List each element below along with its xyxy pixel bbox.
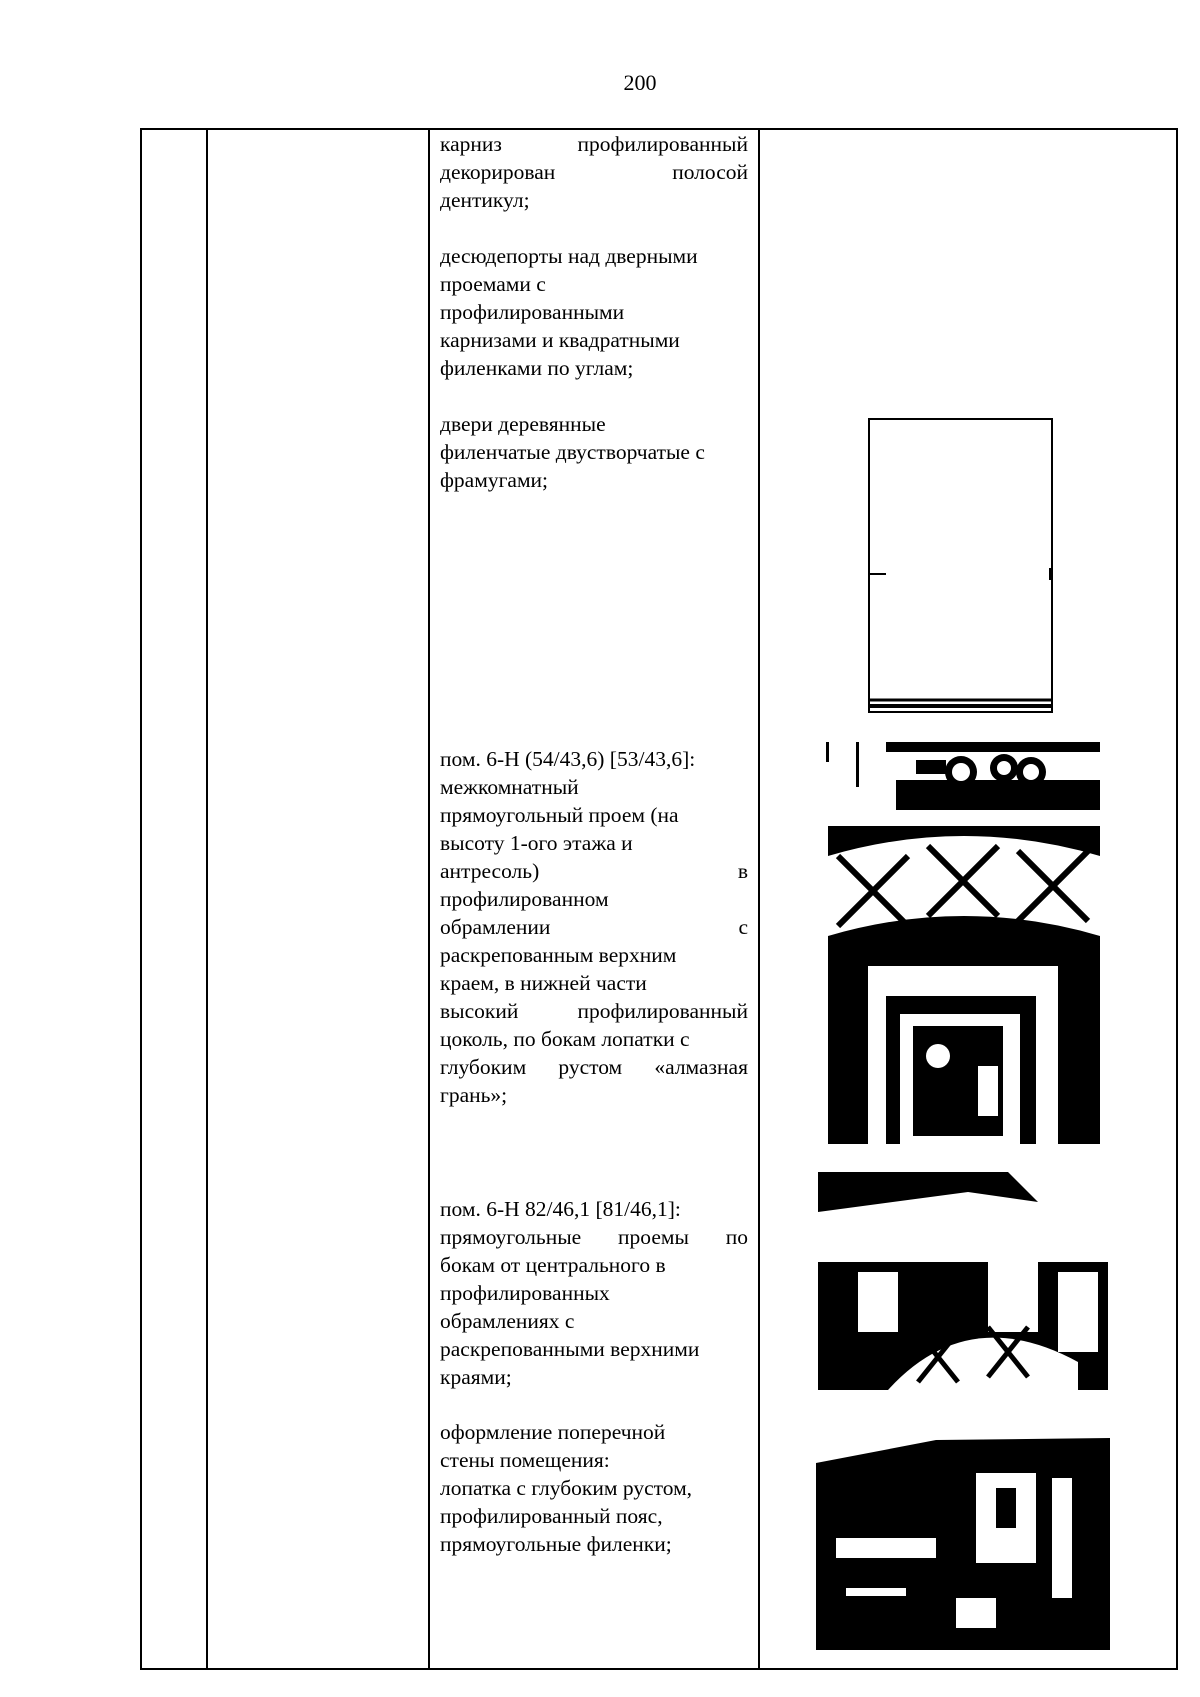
text-line: пом. 6-Н (54/43,6) [53/43,6]: [440, 747, 696, 771]
text-line: оформление поперечной [440, 1420, 666, 1444]
column-divider-2 [428, 128, 430, 1670]
text-line: профилированном [440, 887, 609, 911]
text-line: краем, в нижней части [440, 971, 647, 995]
text-line: раскрепованным верхним [440, 943, 677, 967]
entry-room-6n-54 [440, 745, 748, 1109]
text-line: профилированными [440, 300, 625, 324]
text-line: дентикул; [440, 188, 530, 212]
entry-cornice [440, 130, 748, 214]
text-line: прямоугольный проем (на [440, 803, 679, 827]
text-line: профилированный пояс, [440, 1504, 663, 1528]
text-line: декорирован полосой [440, 160, 748, 184]
text-line: межкомнатный [440, 775, 579, 799]
entry-room-6n-82 [440, 1195, 748, 1391]
table-border-right [1176, 128, 1178, 1670]
text-line: филенчатые двустворчатые с [440, 440, 705, 464]
entry-transverse-wall [440, 1418, 748, 1558]
photo-arched-doorway [828, 826, 1100, 1144]
table-border-left [140, 128, 142, 1670]
text-line: прямоугольные филенки; [440, 1532, 672, 1556]
table-border-bottom [140, 1668, 1178, 1670]
text-line: обрамлениях с [440, 1309, 575, 1333]
page-number: 200 [623, 70, 657, 95]
entry-overdoors [440, 242, 748, 382]
text-line: карнизами и квадратными [440, 328, 680, 352]
text-line: профилированных [440, 1281, 610, 1305]
text-line: лопатка с глубоким рустом, [440, 1476, 693, 1500]
photo-side-openings [818, 1172, 1108, 1390]
text-line: высокий профилированный [440, 999, 748, 1023]
text-line: раскрепованными верхними [440, 1337, 700, 1361]
text-line: десюдепорты над дверными [440, 244, 698, 268]
text-line: антресоль) в [440, 859, 748, 883]
text-line: пом. 6-Н 82/46,1 [81/46,1]: [440, 1197, 681, 1221]
text-line: стены помещения: [440, 1448, 610, 1472]
text-line: грань»; [440, 1083, 508, 1107]
entry-doors [440, 410, 748, 494]
photo-ceiling-lamps [826, 742, 1100, 810]
text-line: цоколь, по бокам лопатки с [440, 1027, 690, 1051]
text-line: карниз профилированный [440, 132, 748, 156]
text-line: бокам от центрального в [440, 1253, 666, 1277]
text-line: глубоким рустом «алмазная [440, 1055, 748, 1079]
text-line: высоту 1-ого этажа и [440, 831, 633, 855]
text-line: филенками по углам; [440, 356, 634, 380]
photo-transverse-wall [816, 1418, 1110, 1650]
text-line: краями; [440, 1365, 512, 1389]
column-divider-1 [206, 128, 208, 1670]
photo-door-outline [868, 418, 1054, 714]
text-line: обрамлении с [440, 915, 748, 939]
text-line: прямоугольные проемы по [440, 1225, 748, 1249]
text-line: фрамугами; [440, 468, 549, 492]
text-line: проемами с [440, 272, 546, 296]
column-divider-3 [758, 128, 760, 1670]
text-line: двери деревянные [440, 412, 606, 436]
